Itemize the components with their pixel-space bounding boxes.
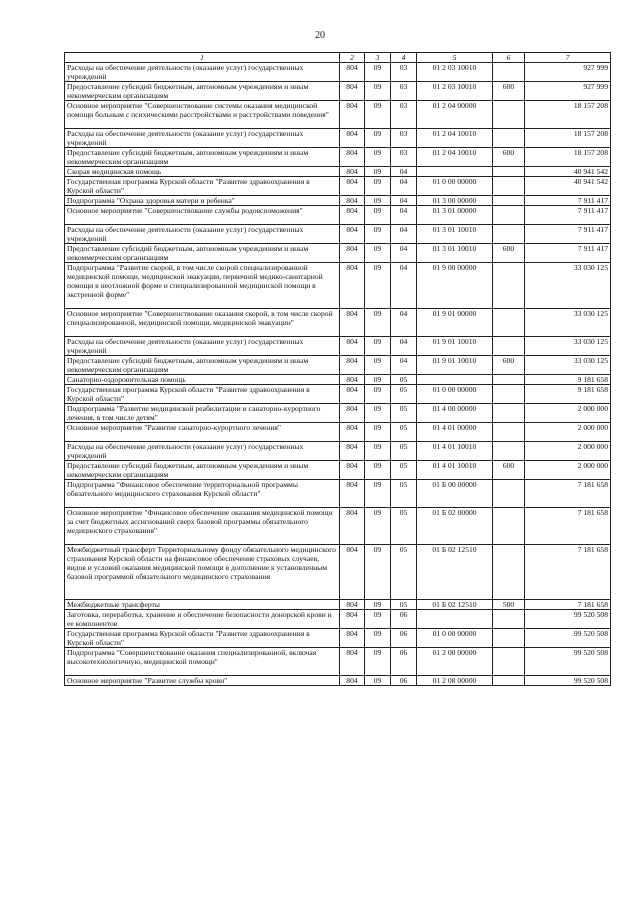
col-header-ved: 2 [340,53,365,63]
table-row [65,309,611,337]
row-name: Основное мероприятие "Финансовое обеспечение оказания медицинской помощи за счет бюджетных ассигнований сверх базовой программы обязательного медицинского страхования" [65,508,340,545]
row-csr: 01 Б 00 00000 [417,480,493,508]
table-row [65,63,611,82]
row-ved: 804 [340,196,365,206]
row-name: Подпрограмма "Охрана здоровья матери и ребенка" [65,196,340,206]
table-row [65,676,611,686]
row-sum: 99 520 508 [525,676,611,686]
row-vr: 600 [493,244,525,263]
row-ved: 804 [340,129,365,148]
row-pr: 05 [391,385,417,404]
row-csr: 01 2 04 10010 [417,129,493,148]
row-name: Скорая медицинская помощь [65,167,340,177]
budget-table [64,52,611,686]
row-rz: 09 [365,309,391,337]
table-row [65,629,611,648]
row-pr: 04 [391,196,417,206]
col-header-rz: 3 [365,53,391,63]
row-ved: 804 [340,225,365,244]
row-csr: 01 0 00 00000 [417,385,493,404]
row-ved: 804 [340,648,365,676]
row-csr: 01 2 03 10010 [417,63,493,82]
row-name: Расходы на обеспечение деятельности (оказание услуг) государственных учреждений [65,63,340,82]
row-ved: 804 [340,423,365,442]
row-csr: 01 0 00 00000 [417,177,493,196]
row-pr: 04 [391,225,417,244]
row-pr: 03 [391,101,417,129]
row-csr: 01 9 01 10010 [417,356,493,375]
row-sum: 7 911 417 [525,206,611,225]
row-sum: 2 000 000 [525,404,611,423]
table-row [65,148,611,167]
row-sum: 2 000 000 [525,461,611,480]
row-pr: 04 [391,263,417,309]
row-rz: 09 [365,648,391,676]
row-pr: 04 [391,177,417,196]
row-name: Государственная программа Курской области "Развитие здравоохранения в Курской области" [65,629,340,648]
row-sum: 99 520 508 [525,629,611,648]
table-row [65,263,611,309]
row-ved: 804 [340,442,365,461]
row-csr: 01 9 00 00000 [417,263,493,309]
row-rz: 09 [365,356,391,375]
row-csr: 01 2 04 00000 [417,101,493,129]
row-sum: 99 520 508 [525,648,611,676]
row-vr [493,63,525,82]
row-csr: 01 Б 02 12510 [417,545,493,600]
table-row [65,600,611,610]
row-rz: 09 [365,225,391,244]
row-csr: 01 4 00 00000 [417,404,493,423]
row-csr: 01 4 01 00000 [417,423,493,442]
row-ved: 804 [340,676,365,686]
row-ved: 804 [340,480,365,508]
row-vr [493,648,525,676]
row-vr [493,196,525,206]
row-ved: 804 [340,82,365,101]
table-row [65,508,611,545]
row-vr [493,423,525,442]
row-ved: 804 [340,206,365,225]
row-vr [493,263,525,309]
row-rz: 09 [365,244,391,263]
row-csr: 01 3 01 10010 [417,244,493,263]
row-rz: 09 [365,629,391,648]
row-rz: 09 [365,148,391,167]
row-vr [493,375,525,385]
row-csr [417,167,493,177]
row-vr: 500 [493,600,525,610]
table-row [65,196,611,206]
row-sum: 18 157 208 [525,101,611,129]
table-row [65,356,611,375]
col-header-sum: 7 [525,53,611,63]
row-pr: 06 [391,629,417,648]
table-row [65,648,611,676]
row-sum: 7 911 417 [525,225,611,244]
row-ved: 804 [340,461,365,480]
row-rz: 09 [365,177,391,196]
table-row [65,167,611,177]
row-ved: 804 [340,263,365,309]
row-pr: 05 [391,442,417,461]
row-rz: 09 [365,101,391,129]
row-csr: 01 9 01 10010 [417,337,493,356]
row-sum: 7 181 658 [525,600,611,610]
table-row [65,206,611,225]
row-csr: 01 3 01 00000 [417,206,493,225]
row-sum: 9 181 658 [525,385,611,404]
row-rz: 09 [365,423,391,442]
row-name: Подпрограмма "Развитие скорой, в том числе скорой специализированной медицинской помощи, медицинской эвакуации, первичной медико-санитарной помощи в неотложной форме и специализированной медицинской помощи в экстренной форме" [65,263,340,309]
row-vr: 600 [493,461,525,480]
row-vr [493,404,525,423]
row-sum: 2 000 000 [525,423,611,442]
row-name: Расходы на обеспечение деятельности (оказание услуг) государственных учреждений [65,442,340,461]
row-pr: 05 [391,508,417,545]
row-ved: 804 [340,385,365,404]
row-rz: 09 [365,82,391,101]
row-rz: 09 [365,337,391,356]
row-ved: 804 [340,545,365,600]
row-vr [493,206,525,225]
col-header-vr: 6 [493,53,525,63]
row-csr: 01 Б 02 00000 [417,508,493,545]
row-name: Предоставление субсидий бюджетным, автономным учреждениям и иным некоммерческим организациям [65,356,340,375]
row-name: Расходы на обеспечение деятельности (оказание услуг) государственных учреждений [65,337,340,356]
row-rz: 09 [365,129,391,148]
row-pr: 06 [391,610,417,629]
row-pr: 05 [391,480,417,508]
row-vr [493,101,525,129]
row-vr [493,610,525,629]
table-row [65,385,611,404]
row-pr: 03 [391,63,417,82]
row-pr: 04 [391,309,417,337]
row-vr [493,385,525,404]
col-header-csr: 5 [417,53,493,63]
row-rz: 09 [365,480,391,508]
row-rz: 09 [365,375,391,385]
row-name: Основное мероприятие "Совершенствование оказания скорой, в том числе скорой специализированной, медицинской помощи, медицинской эвакуации" [65,309,340,337]
table-row [65,545,611,600]
row-vr: 600 [493,82,525,101]
row-name: Предоставление субсидий бюджетным, автономным учреждениям и иным некоммерческим организациям [65,148,340,167]
row-vr [493,309,525,337]
row-csr: 01 0 00 00000 [417,629,493,648]
row-vr [493,129,525,148]
col-header-pr: 4 [391,53,417,63]
row-sum: 18 157 208 [525,148,611,167]
row-rz: 09 [365,404,391,423]
row-rz: 09 [365,206,391,225]
table-row [65,610,611,629]
row-sum: 40 941 542 [525,177,611,196]
row-name: Межбюджетный трансферт Территориальному фонду обязательного медицинского страхования Курской области на финансовое обеспечение страховых случаев, видов и условий оказания медицинской помощи в дополнение к установленным базовой программой обязательного медицинского страхования [65,545,340,600]
row-rz: 09 [365,461,391,480]
row-rz: 09 [365,63,391,82]
table-row [65,225,611,244]
row-ved: 804 [340,63,365,82]
row-vr [493,508,525,545]
row-ved: 804 [340,508,365,545]
row-ved: 804 [340,309,365,337]
row-pr: 04 [391,244,417,263]
table-row [65,129,611,148]
row-sum: 33 030 125 [525,356,611,375]
row-vr [493,676,525,686]
row-pr: 05 [391,404,417,423]
row-pr: 03 [391,129,417,148]
row-name: Межбюджетные трансферты [65,600,340,610]
row-name: Заготовка, переработка, хранение и обеспечение безопасности донорской крови и ее компонентов [65,610,340,629]
row-ved: 804 [340,337,365,356]
table-row [65,461,611,480]
row-csr [417,610,493,629]
row-name: Государственная программа Курской области "Развитие здравоохранения в Курской области" [65,177,340,196]
row-csr: 01 9 01 00000 [417,309,493,337]
table-row [65,101,611,129]
row-pr: 05 [391,545,417,600]
row-name: Основное мероприятие "Развитие службы крови" [65,676,340,686]
row-name: Расходы на обеспечение деятельности (оказание услуг) государственных учреждений [65,225,340,244]
row-pr: 04 [391,337,417,356]
row-sum: 7 181 658 [525,508,611,545]
row-csr: 01 3 00 00000 [417,196,493,206]
row-ved: 804 [340,629,365,648]
row-rz: 09 [365,508,391,545]
row-pr: 06 [391,676,417,686]
row-ved: 804 [340,404,365,423]
row-ved: 804 [340,244,365,263]
col-header-name: 1 [65,53,340,63]
row-name: Государственная программа Курской области "Развитие здравоохранения в Курской области" [65,385,340,404]
row-name: Предоставление субсидий бюджетным, автономным учреждениям и иным некоммерческим организациям [65,461,340,480]
row-rz: 09 [365,600,391,610]
row-sum: 99 520 508 [525,610,611,629]
table-row [65,337,611,356]
row-vr: 600 [493,356,525,375]
row-csr: 01 4 01 10010 [417,442,493,461]
row-name: Расходы на обеспечение деятельности (оказание услуг) государственных учреждений [65,129,340,148]
row-ved: 804 [340,148,365,167]
row-csr: 01 2 04 10010 [417,148,493,167]
table-row [65,375,611,385]
row-sum: 7 911 417 [525,244,611,263]
row-pr: 05 [391,423,417,442]
row-name: Основное мероприятие "Совершенствование службы родовспоможения" [65,206,340,225]
row-ved: 804 [340,177,365,196]
row-vr [493,545,525,600]
row-name: Санаторно-оздоровительная помощь [65,375,340,385]
row-vr [493,337,525,356]
row-sum: 33 030 125 [525,263,611,309]
table-row [65,82,611,101]
table-row [65,480,611,508]
table-row [65,404,611,423]
row-sum: 18 157 208 [525,129,611,148]
row-pr: 06 [391,648,417,676]
row-vr [493,480,525,508]
row-vr [493,629,525,648]
row-sum: 40 941 542 [525,167,611,177]
row-rz: 09 [365,442,391,461]
row-rz: 09 [365,263,391,309]
table-row [65,177,611,196]
row-sum: 7 181 658 [525,480,611,508]
row-vr: 600 [493,148,525,167]
row-vr [493,167,525,177]
row-name: Подпрограмма "Развитие медицинской реабилитации и санаторно-курортного лечения, в том числе детям" [65,404,340,423]
row-pr: 04 [391,356,417,375]
row-ved: 804 [340,101,365,129]
row-csr: 01 2 08 00000 [417,676,493,686]
table-row [65,442,611,461]
row-name: Подпрограмма "Финансовое обеспечение территориальной программы обязательного медицинского страхования Курской области" [65,480,340,508]
row-pr: 03 [391,82,417,101]
row-pr: 05 [391,375,417,385]
header-row [65,53,611,63]
row-pr: 05 [391,600,417,610]
row-sum: 7 911 417 [525,196,611,206]
row-csr: 01 2 03 10010 [417,82,493,101]
row-sum: 33 030 125 [525,337,611,356]
row-vr [493,177,525,196]
row-vr [493,225,525,244]
row-name: Предоставление субсидий бюджетным, автономным учреждениям и иным некоммерческим организациям [65,244,340,263]
row-ved: 804 [340,610,365,629]
row-rz: 09 [365,610,391,629]
row-ved: 804 [340,375,365,385]
row-sum: 927 999 [525,82,611,101]
row-pr: 05 [391,461,417,480]
row-name: Предоставление субсидий бюджетным, автономным учреждениям и иным некоммерческим организациям [65,82,340,101]
row-csr: 01 4 01 10010 [417,461,493,480]
row-csr: 01 Б 02 12510 [417,600,493,610]
row-sum: 9 181 658 [525,375,611,385]
table-row [65,244,611,263]
row-sum: 2 000 000 [525,442,611,461]
page-number: 20 [315,30,325,41]
row-rz: 09 [365,676,391,686]
row-csr: 01 2 00 00000 [417,648,493,676]
row-rz: 09 [365,196,391,206]
row-csr: 01 3 01 10010 [417,225,493,244]
row-pr: 04 [391,206,417,225]
row-rz: 09 [365,167,391,177]
table-row [65,423,611,442]
row-vr [493,442,525,461]
row-sum: 927 999 [525,63,611,82]
row-name: Основное мероприятие "Развитие санаторно-курортного лечения" [65,423,340,442]
row-pr: 03 [391,148,417,167]
row-sum: 33 030 125 [525,309,611,337]
row-rz: 09 [365,385,391,404]
row-csr [417,375,493,385]
row-ved: 804 [340,167,365,177]
row-name: Подпрограмма "Совершенствование оказания специализированной, включая высокотехнологичную, медицинской помощи" [65,648,340,676]
row-name: Основное мероприятие "Совершенствование системы оказания медицинской помощи больным с психическими расстройствами и расстройствами поведения" [65,101,340,129]
row-pr: 04 [391,167,417,177]
row-rz: 09 [365,545,391,600]
row-ved: 804 [340,600,365,610]
row-ved: 804 [340,356,365,375]
row-sum: 7 181 658 [525,545,611,600]
